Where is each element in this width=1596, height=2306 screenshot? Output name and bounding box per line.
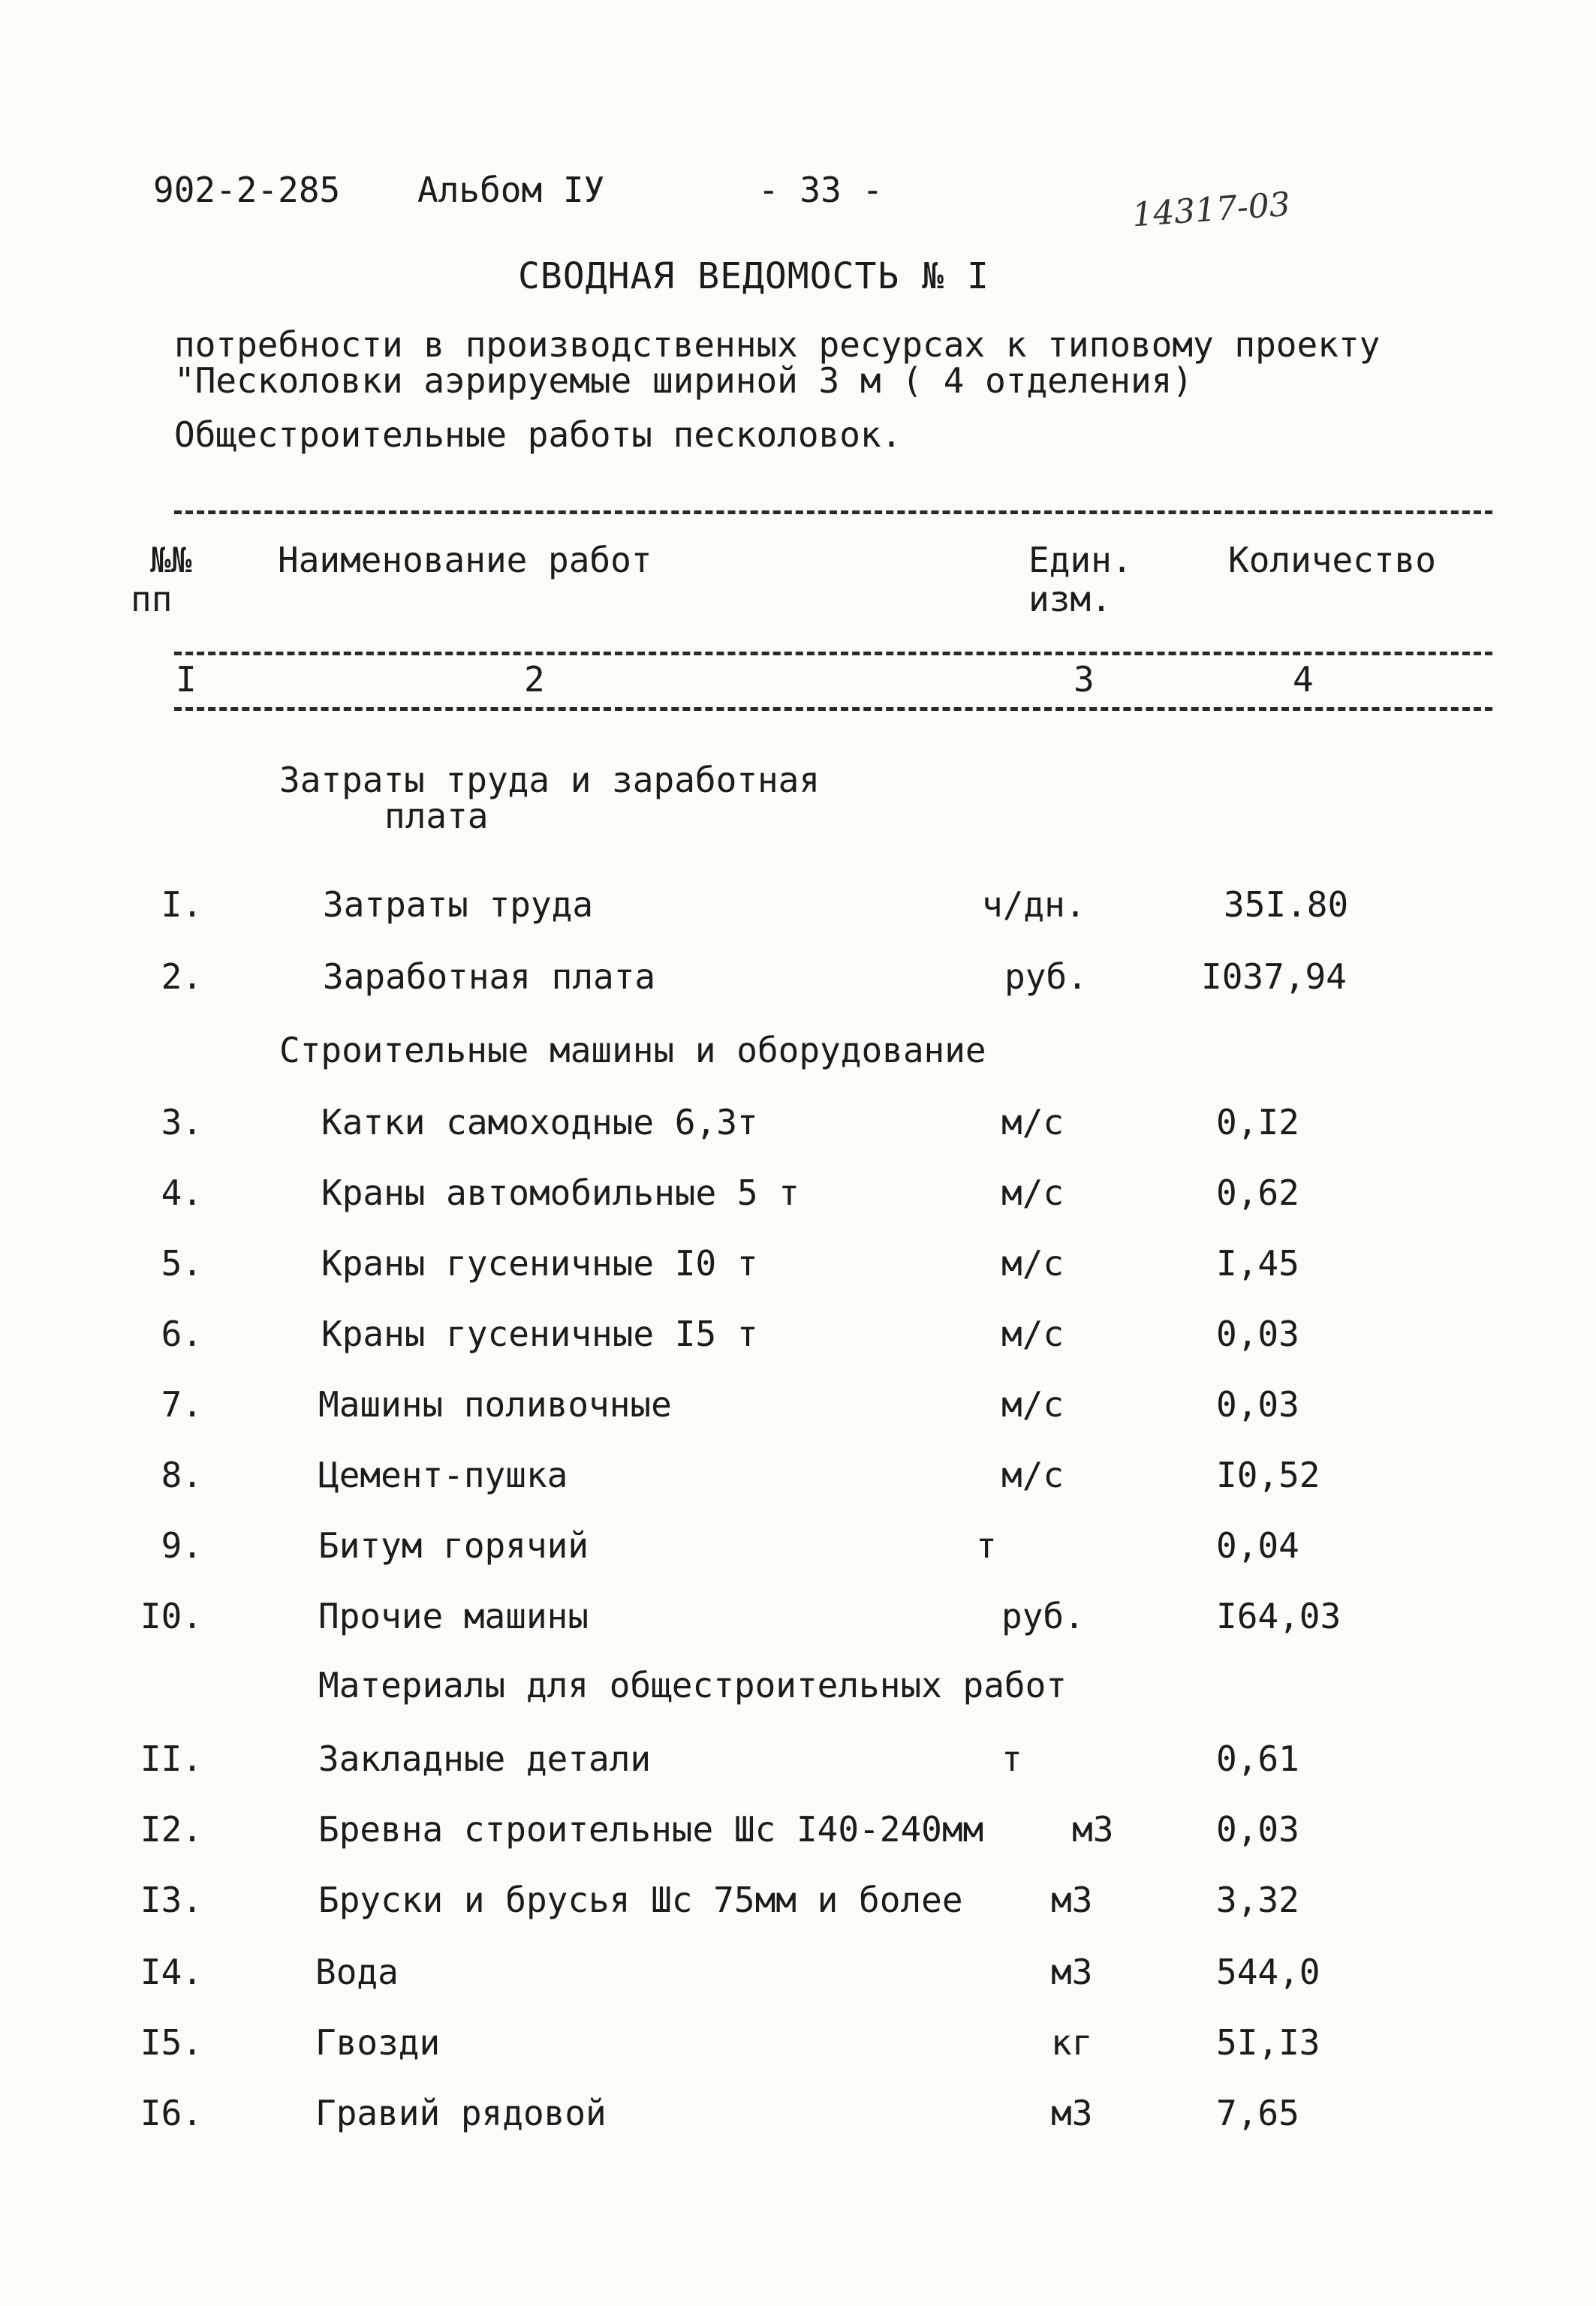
table-row bbox=[0, 1880, 1596, 1940]
row-unit: м/с bbox=[1001, 1173, 1065, 1213]
row-number: 3. bbox=[161, 1102, 203, 1142]
table-row bbox=[0, 1809, 1596, 1869]
table-row bbox=[0, 1102, 1596, 1162]
row-name: Цемент-пушка bbox=[318, 1455, 568, 1495]
row-unit: ч/дн. bbox=[982, 884, 1086, 925]
row-name: Затраты труда bbox=[323, 884, 594, 925]
row-unit: м/с bbox=[1001, 1314, 1065, 1354]
header-quantity: Количество bbox=[1228, 540, 1436, 580]
intro-line-1: потребности в производственных ресурсах к типовому проекту bbox=[174, 324, 1381, 365]
row-unit: м3 bbox=[1051, 1880, 1093, 1920]
row-unit: м/с bbox=[1001, 1455, 1065, 1495]
row-unit: т bbox=[1001, 1739, 1022, 1779]
table-row bbox=[0, 1596, 1596, 1656]
column-number-rule bbox=[174, 707, 1492, 711]
row-unit: м3 bbox=[1072, 1809, 1114, 1850]
header-unit-line2: изм. bbox=[1028, 579, 1112, 619]
column-number-4: 4 bbox=[1293, 659, 1314, 700]
table-row bbox=[0, 1455, 1596, 1515]
section-labor-line2: плата bbox=[384, 796, 489, 836]
header-unit-line1: Един. bbox=[1028, 540, 1133, 580]
row-quantity: 544,0 bbox=[1216, 1952, 1320, 1992]
table-row bbox=[0, 884, 1596, 944]
row-quantity: I0,52 bbox=[1216, 1455, 1320, 1495]
column-number-1: I bbox=[176, 659, 197, 700]
row-number: I6. bbox=[140, 2093, 203, 2133]
header-num-line1: №№ bbox=[150, 540, 192, 580]
row-unit: руб. bbox=[1001, 1596, 1085, 1636]
document-title: СВОДНАЯ ВЕДОМОСТЬ № I bbox=[518, 255, 989, 297]
page-number: - 33 - bbox=[758, 170, 884, 210]
row-unit: м3 bbox=[1051, 2093, 1093, 2133]
row-quantity: I037,94 bbox=[1201, 956, 1347, 997]
row-quantity: I,45 bbox=[1216, 1243, 1299, 1284]
row-name: Закладные детали bbox=[318, 1739, 652, 1779]
section-machines: Строительные машины и оборудование bbox=[279, 1030, 986, 1070]
section-labor-line1: Затраты труда и заработная bbox=[279, 760, 821, 800]
row-number: I. bbox=[161, 884, 203, 925]
row-number: I3. bbox=[140, 1880, 203, 1920]
table-row bbox=[0, 1525, 1596, 1585]
row-quantity: 0,04 bbox=[1216, 1525, 1299, 1566]
row-quantity: 0,03 bbox=[1216, 1314, 1299, 1354]
row-number: I2. bbox=[140, 1809, 203, 1850]
row-number: II. bbox=[140, 1739, 203, 1779]
row-name: Вода bbox=[315, 1952, 399, 1992]
row-unit: м/с bbox=[1001, 1384, 1065, 1425]
row-name: Краны гусеничные I5 т bbox=[321, 1314, 758, 1354]
section-materials: Материалы для общестроительных работ bbox=[318, 1665, 1067, 1705]
row-quantity: 0,I2 bbox=[1216, 1102, 1299, 1142]
row-unit: руб. bbox=[1004, 956, 1088, 997]
row-name: Краны гусеничные I0 т bbox=[321, 1243, 758, 1284]
row-name: Краны автомобильные 5 т bbox=[321, 1173, 800, 1213]
table-row bbox=[0, 1739, 1596, 1799]
row-unit: м/с bbox=[1001, 1102, 1065, 1142]
column-number-2: 2 bbox=[524, 659, 545, 700]
row-name: Бруски и брусья Шс 75мм и более bbox=[318, 1880, 963, 1920]
document-code: 902-2-285 bbox=[153, 170, 341, 210]
row-quantity: 0,61 bbox=[1216, 1739, 1299, 1779]
row-name: Прочие машины bbox=[318, 1596, 589, 1636]
table-row bbox=[0, 2093, 1596, 2153]
row-unit: кг bbox=[1051, 2022, 1093, 2063]
table-row bbox=[0, 1384, 1596, 1444]
row-quantity: 35I.80 bbox=[1224, 884, 1349, 925]
row-number: 7. bbox=[161, 1384, 203, 1425]
row-name: Битум горячий bbox=[318, 1525, 589, 1566]
row-quantity: 0,03 bbox=[1216, 1809, 1299, 1850]
row-unit: м/с bbox=[1001, 1243, 1065, 1284]
row-unit: т bbox=[976, 1525, 997, 1566]
row-name: Машины поливочные bbox=[318, 1384, 672, 1425]
column-number-3: 3 bbox=[1074, 659, 1095, 700]
row-number: I0. bbox=[140, 1596, 203, 1636]
table-row bbox=[0, 1314, 1596, 1374]
row-quantity: I64,03 bbox=[1216, 1596, 1342, 1636]
row-name: Бревна строительные Шс I40-240мм bbox=[318, 1809, 984, 1850]
table-top-rule bbox=[174, 510, 1492, 514]
row-quantity: 7,65 bbox=[1216, 2093, 1299, 2133]
table-row bbox=[0, 1243, 1596, 1303]
row-number: 6. bbox=[161, 1314, 203, 1354]
row-number: I4. bbox=[140, 1952, 203, 1992]
table-row bbox=[0, 1173, 1596, 1233]
row-number: 4. bbox=[161, 1173, 203, 1213]
intro-line-3: Общестроительные работы песколовок. bbox=[174, 414, 902, 455]
row-number: 2. bbox=[161, 956, 203, 997]
row-name: Гравий рядовой bbox=[315, 2093, 607, 2133]
row-number: 5. bbox=[161, 1243, 203, 1284]
row-name: Катки самоходные 6,3т bbox=[321, 1102, 758, 1142]
row-number: 8. bbox=[161, 1455, 203, 1495]
header-name: Наименование работ bbox=[278, 540, 652, 580]
row-name: Гвозди bbox=[315, 2022, 441, 2063]
header-bottom-rule bbox=[174, 652, 1492, 655]
album-label: Альбом IУ bbox=[417, 170, 605, 210]
handwritten-number: 14317-03 bbox=[1131, 185, 1292, 235]
table-row bbox=[0, 2022, 1596, 2082]
intro-line-2: "Песколовки аэрируемые шириной 3 м ( 4 отделения) bbox=[174, 360, 1194, 401]
table-row bbox=[0, 1952, 1596, 2012]
row-unit: м3 bbox=[1051, 1952, 1093, 1992]
header-num-line2: пп bbox=[131, 579, 173, 619]
row-quantity: 5I,I3 bbox=[1216, 2022, 1320, 2063]
row-quantity: 3,32 bbox=[1216, 1880, 1299, 1920]
row-number: 9. bbox=[161, 1525, 203, 1566]
row-quantity: 0,62 bbox=[1216, 1173, 1299, 1213]
row-quantity: 0,03 bbox=[1216, 1384, 1299, 1425]
row-name: Заработная плата bbox=[323, 956, 656, 997]
table-row bbox=[0, 956, 1596, 1016]
row-number: I5. bbox=[140, 2022, 203, 2063]
